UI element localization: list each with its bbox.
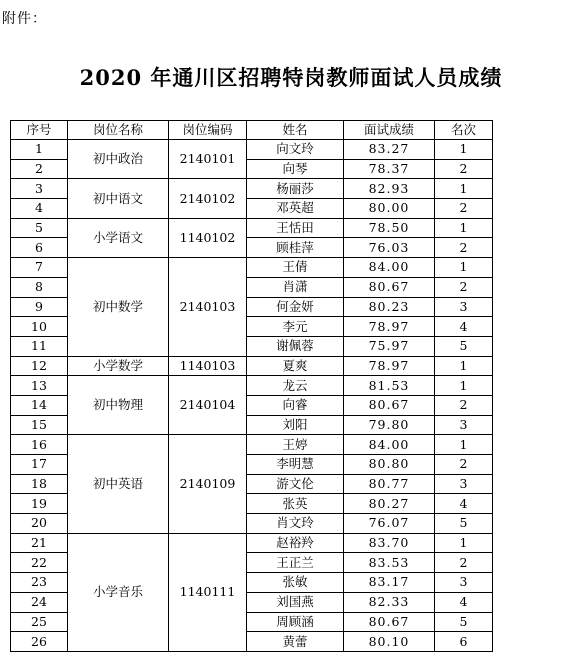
cell-seq: 8 [11, 277, 68, 297]
cell-name: 张英 [247, 494, 344, 514]
cell-position: 小学音乐 [68, 533, 169, 651]
cell-name: 黄蕾 [247, 632, 344, 652]
cell-seq: 18 [11, 474, 68, 494]
cell-score: 83.27 [344, 140, 435, 160]
cell-name: 刘阳 [247, 415, 344, 435]
cell-position: 小学语文 [68, 218, 169, 257]
cell-name: 张敏 [247, 573, 344, 593]
cell-name: 周顾涵 [247, 612, 344, 632]
cell-seq: 9 [11, 297, 68, 317]
cell-score: 79.80 [344, 415, 435, 435]
cell-seq: 12 [11, 356, 68, 376]
cell-position: 初中数学 [68, 258, 169, 356]
cell-position: 初中英语 [68, 435, 169, 533]
header-seq: 序号 [11, 121, 68, 140]
header-rank: 名次 [435, 121, 493, 140]
cell-rank: 4 [435, 317, 493, 337]
cell-rank: 3 [435, 573, 493, 593]
cell-seq: 17 [11, 455, 68, 475]
cell-rank: 3 [435, 297, 493, 317]
cell-name: 肖潇 [247, 277, 344, 297]
results-table [10, 120, 493, 652]
cell-rank: 1 [435, 258, 493, 278]
cell-score: 83.70 [344, 533, 435, 553]
cell-score: 78.50 [344, 218, 435, 238]
cell-seq: 13 [11, 376, 68, 396]
cell-rank: 3 [435, 415, 493, 435]
cell-seq: 3 [11, 179, 68, 199]
cell-code: 1140103 [169, 356, 247, 376]
cell-seq: 11 [11, 336, 68, 356]
cell-seq: 14 [11, 395, 68, 415]
cell-code: 2140102 [169, 179, 247, 218]
cell-score: 76.03 [344, 238, 435, 258]
table-row [11, 140, 493, 160]
cell-code: 1140102 [169, 218, 247, 257]
cell-name: 王恬田 [247, 218, 344, 238]
cell-rank: 1 [435, 435, 493, 455]
cell-score: 80.67 [344, 395, 435, 415]
cell-rank: 1 [435, 533, 493, 553]
cell-seq: 7 [11, 258, 68, 278]
cell-score: 80.23 [344, 297, 435, 317]
cell-score: 80.67 [344, 612, 435, 632]
cell-name: 赵裕羚 [247, 533, 344, 553]
cell-code: 1140111 [169, 533, 247, 651]
table-row [11, 533, 493, 553]
cell-rank: 4 [435, 592, 493, 612]
cell-name: 王婷 [247, 435, 344, 455]
cell-rank: 1 [435, 218, 493, 238]
cell-score: 75.97 [344, 336, 435, 356]
header-name: 姓名 [247, 121, 344, 140]
cell-score: 80.67 [344, 277, 435, 297]
cell-code: 2140103 [169, 258, 247, 356]
table-row [11, 435, 493, 455]
cell-name: 肖文玲 [247, 514, 344, 534]
cell-rank: 3 [435, 474, 493, 494]
attachment-label: 附件： [2, 11, 47, 27]
cell-score: 84.00 [344, 258, 435, 278]
cell-rank: 1 [435, 376, 493, 396]
table-row [11, 179, 493, 199]
cell-name: 何金妍 [247, 297, 344, 317]
cell-seq: 22 [11, 553, 68, 573]
cell-name: 李元 [247, 317, 344, 337]
cell-score: 84.00 [344, 435, 435, 455]
page-title: 2020 年通川区招聘特岗教师面试人员成绩 [79, 65, 503, 90]
cell-seq: 23 [11, 573, 68, 593]
table-row [11, 356, 493, 376]
cell-name: 向琴 [247, 159, 344, 179]
cell-rank: 1 [435, 356, 493, 376]
table-row [11, 258, 493, 278]
cell-rank: 2 [435, 277, 493, 297]
header-score: 面试成绩 [344, 121, 435, 140]
table-row [11, 376, 493, 396]
cell-name: 王倩 [247, 258, 344, 278]
cell-name: 李明慧 [247, 455, 344, 475]
cell-score: 80.27 [344, 494, 435, 514]
cell-name: 顾桂萍 [247, 238, 344, 258]
cell-score: 83.53 [344, 553, 435, 573]
cell-name: 谢佩蓉 [247, 336, 344, 356]
cell-score: 78.37 [344, 159, 435, 179]
cell-name: 游文伦 [247, 474, 344, 494]
cell-seq: 26 [11, 632, 68, 652]
cell-score: 76.07 [344, 514, 435, 534]
cell-score: 82.93 [344, 179, 435, 199]
cell-score: 78.97 [344, 356, 435, 376]
cell-seq: 19 [11, 494, 68, 514]
cell-position: 初中物理 [68, 376, 169, 435]
table-header-row [11, 121, 493, 140]
cell-seq: 21 [11, 533, 68, 553]
cell-seq: 6 [11, 238, 68, 258]
cell-name: 邓英超 [247, 199, 344, 219]
cell-score: 80.00 [344, 199, 435, 219]
cell-rank: 2 [435, 238, 493, 258]
cell-code: 2140109 [169, 435, 247, 533]
cell-name: 夏爽 [247, 356, 344, 376]
cell-score: 81.53 [344, 376, 435, 396]
table-body [11, 140, 493, 652]
cell-rank: 2 [435, 199, 493, 219]
cell-rank: 2 [435, 455, 493, 475]
cell-rank: 5 [435, 514, 493, 534]
cell-code: 2140104 [169, 376, 247, 435]
header-code: 岗位编码 [169, 121, 247, 140]
cell-seq: 4 [11, 199, 68, 219]
cell-code: 2140101 [169, 140, 247, 179]
cell-position: 初中政治 [68, 140, 169, 179]
cell-score: 83.17 [344, 573, 435, 593]
cell-score: 78.97 [344, 317, 435, 337]
cell-name: 刘国燕 [247, 592, 344, 612]
table-row [11, 218, 493, 238]
cell-rank: 2 [435, 553, 493, 573]
cell-name: 王正兰 [247, 553, 344, 573]
cell-seq: 1 [11, 140, 68, 160]
cell-rank: 2 [435, 395, 493, 415]
cell-seq: 24 [11, 592, 68, 612]
cell-name: 龙云 [247, 376, 344, 396]
cell-rank: 6 [435, 632, 493, 652]
cell-seq: 15 [11, 415, 68, 435]
cell-name: 杨丽莎 [247, 179, 344, 199]
cell-name: 向文玲 [247, 140, 344, 160]
cell-position: 初中语文 [68, 179, 169, 218]
cell-seq: 5 [11, 218, 68, 238]
cell-seq: 16 [11, 435, 68, 455]
cell-name: 向睿 [247, 395, 344, 415]
cell-rank: 2 [435, 159, 493, 179]
cell-seq: 20 [11, 514, 68, 534]
cell-seq: 2 [11, 159, 68, 179]
cell-position: 小学数学 [68, 356, 169, 376]
cell-score: 80.10 [344, 632, 435, 652]
cell-score: 80.80 [344, 455, 435, 475]
header-position: 岗位名称 [68, 121, 169, 140]
cell-rank: 1 [435, 179, 493, 199]
cell-rank: 5 [435, 336, 493, 356]
cell-seq: 25 [11, 612, 68, 632]
cell-rank: 5 [435, 612, 493, 632]
cell-score: 80.77 [344, 474, 435, 494]
cell-seq: 10 [11, 317, 68, 337]
cell-score: 82.33 [344, 592, 435, 612]
cell-rank: 4 [435, 494, 493, 514]
cell-rank: 1 [435, 140, 493, 160]
